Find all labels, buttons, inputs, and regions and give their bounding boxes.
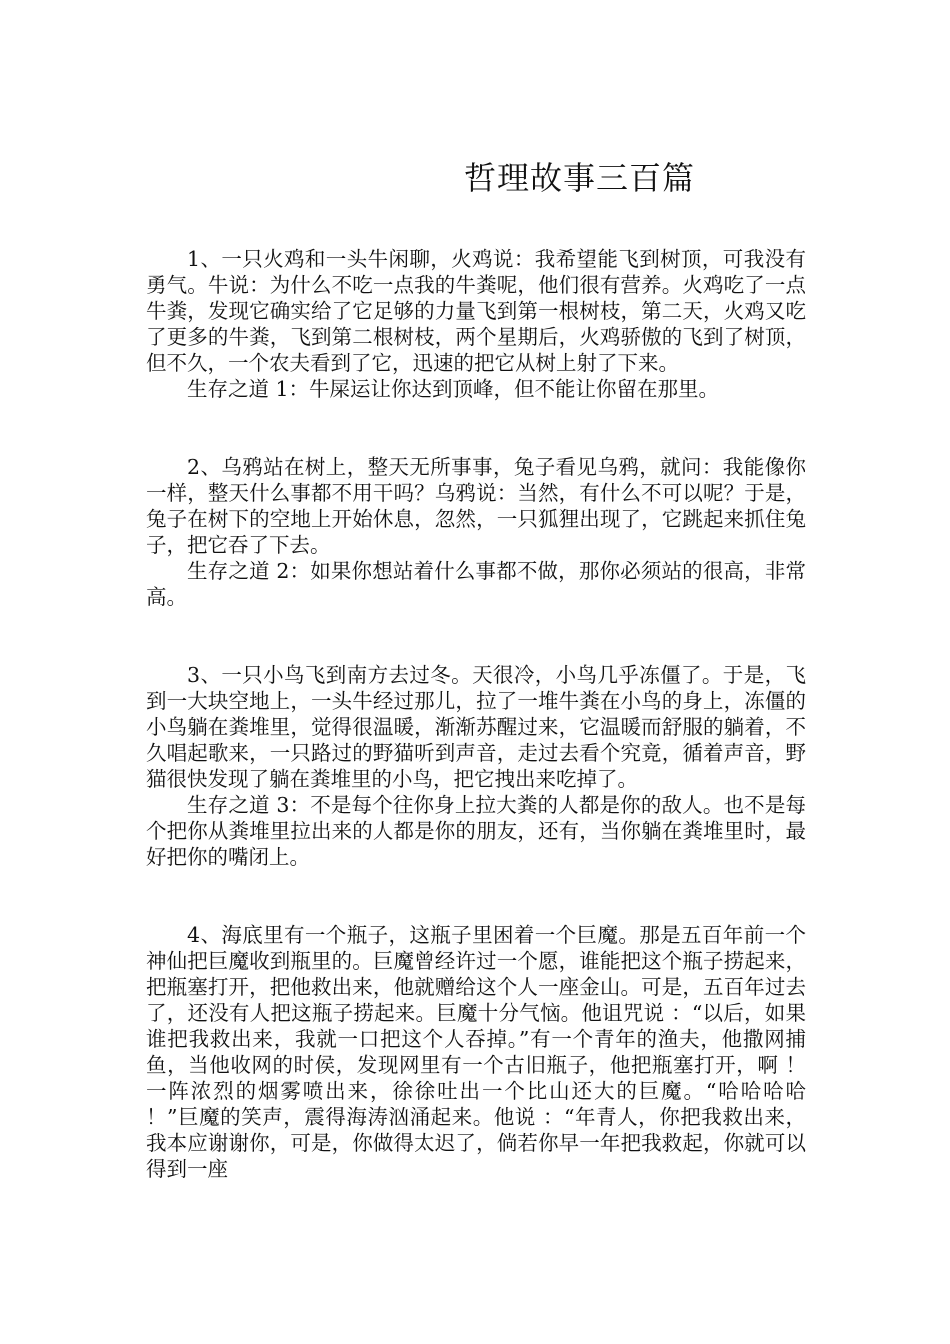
story-4-text: 4、海底里有一个瓶子，这瓶子里困着一个巨魔。那是五百年前一个神仙把巨魔收到瓶里的。巨魔曾经许过一个愿，谁能把这个瓶子捞起来，把瓶塞打开，把他救出来，他就赠给这个人一座金山。可是，五百年过去了，还没有人把这瓶子捞起来。巨魔十分气恼。他诅咒说 ：“以后，如果谁把我救出来，我就一口把这个人吞掉。”有一个青年的渔夫，他撒网捕鱼，当他收网的时侯，发现网里有一个古旧瓶子，他把瓶塞打开，啊 ！一阵浓烈的烟雾喷出来，徐徐吐出一个比山还大的巨魔。“哈哈哈哈 ！”巨魔的笑声，震得海涛汹涌起来。他说 ：“年青人，你把我救出来，我本应谢谢你，可是，你做得太迟了，倘若你早一年把我救起，你就可以得到一座 <box>146 923 806 1181</box>
paragraph-gap <box>146 870 806 922</box>
story-3-moral: 生存之道 3：不是每个往你身上拉大粪的人都是你的敌人。也不是每个把你从粪堆里拉出来的人都是你的朋友，还有，当你躺在粪堆里时，最好把你的嘴闭上。 <box>146 793 806 869</box>
paragraph-gap <box>146 402 806 454</box>
document-title: 哲理故事三百篇 <box>464 159 696 197</box>
story-4 <box>146 922 806 1182</box>
story-2-text: 2、乌鸦站在树上，整天无所事事，兔子看见乌鸦，就问：我能像你一样，整天什么事都不用干吗？乌鸦说：当然，有什么不可以呢？于是，兔子在树下的空地上开始休息，忽然，一只狐狸出现了，它跳起来抓住兔子，把它吞了下去。 <box>146 455 806 557</box>
story-1 <box>146 246 806 402</box>
story-3-text: 3、一只小鸟飞到南方去过冬。天很冷，小鸟几乎冻僵了。于是，飞到一大块空地上，一头牛经过那儿，拉了一堆牛粪在小鸟的身上，冻僵的小鸟躺在粪堆里，觉得很温暖，渐渐苏醒过来，它温暖而舒服的躺着，不久唱起歌来，一只路过的野猫听到声音，走过去看个究竟，循着声音，野猫很快发现了躺在粪堆里的小鸟，把它拽出来吃掉了。 <box>146 663 806 791</box>
paragraph-gap <box>146 610 806 662</box>
story-3 <box>146 662 806 870</box>
story-2-moral: 生存之道 2：如果你想站着什么事都不做，那你必须站的很高，非常高。 <box>146 559 806 609</box>
story-1-text: 1、一只火鸡和一头牛闲聊，火鸡说：我希望能飞到树顶，可我没有勇气。牛说：为什么不吃一点我的牛粪呢，他们很有营养。火鸡吃了一点牛粪，发现它确实给了它足够的力量飞到第一根树枝，第二天，火鸡又吃了更多的牛粪，飞到第二根树枝，两个星期后，火鸡骄傲的飞到了树顶，但不久，一个农夫看到了它，迅速的把它从树上射了下来。 <box>146 247 806 375</box>
story-1-moral: 生存之道 1：牛屎运让你达到顶峰，但不能让你留在那里。 <box>187 377 720 401</box>
story-2 <box>146 454 806 610</box>
document-body <box>146 246 806 1182</box>
